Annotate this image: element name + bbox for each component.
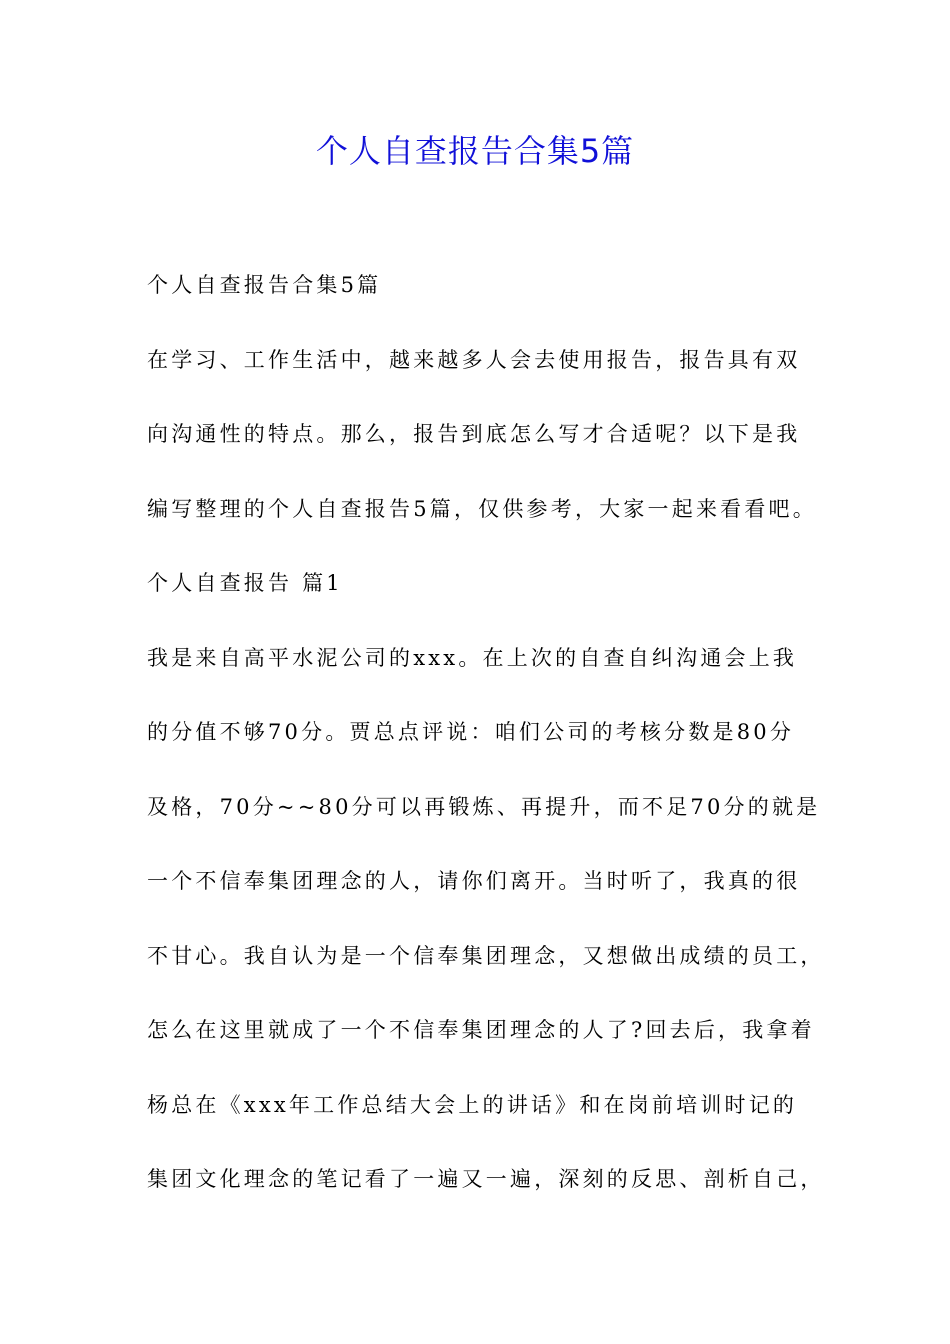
section-heading: 个人自查报告 篇1 <box>147 571 343 595</box>
subtitle-line: 个人自查报告合集5篇 <box>147 273 382 297</box>
paragraph-line: 不甘心。我自认为是一个信奉集团理念，又想做出成绩的员工， <box>147 943 825 968</box>
paragraph-line: 及格，70分~~80分可以再锻炼、再提升，而不足70分的就是 <box>147 794 821 819</box>
paragraph-line: 一个不信奉集团理念的人，请你们离开。当时听了，我真的很 <box>147 869 801 893</box>
paragraph-line: 杨总在《xxx年工作总结大会上的讲话》和在岗前培训时记的 <box>147 1092 798 1117</box>
paragraph-line: 的分值不够70分。贾总点评说：咱们公司的考核分数是80分 <box>147 720 795 744</box>
document-body <box>147 262 825 1231</box>
paragraph-line: 我是来自高平水泥公司的xxx。在上次的自查自纠沟通会上我 <box>147 645 798 670</box>
paragraph-line: 向沟通性的特点。那么，报告到底怎么写才合适呢？以下是我 <box>147 422 801 446</box>
paragraph-line: 怎么在这里就成了一个不信奉集团理念的人了?回去后，我拿着 <box>147 1018 815 1042</box>
paragraph-line: 编写整理的个人自查报告5篇，仅供参考，大家一起来看看吧。 <box>147 496 817 521</box>
paragraph-line: 在学习、工作生活中，越来越多人会去使用报告，报告具有双 <box>147 347 801 372</box>
document-title: 个人自查报告合集5篇 <box>315 132 635 170</box>
paragraph-line: 集团文化理念的笔记看了一遍又一遍，深刻的反思、剖析自己， <box>147 1167 825 1191</box>
